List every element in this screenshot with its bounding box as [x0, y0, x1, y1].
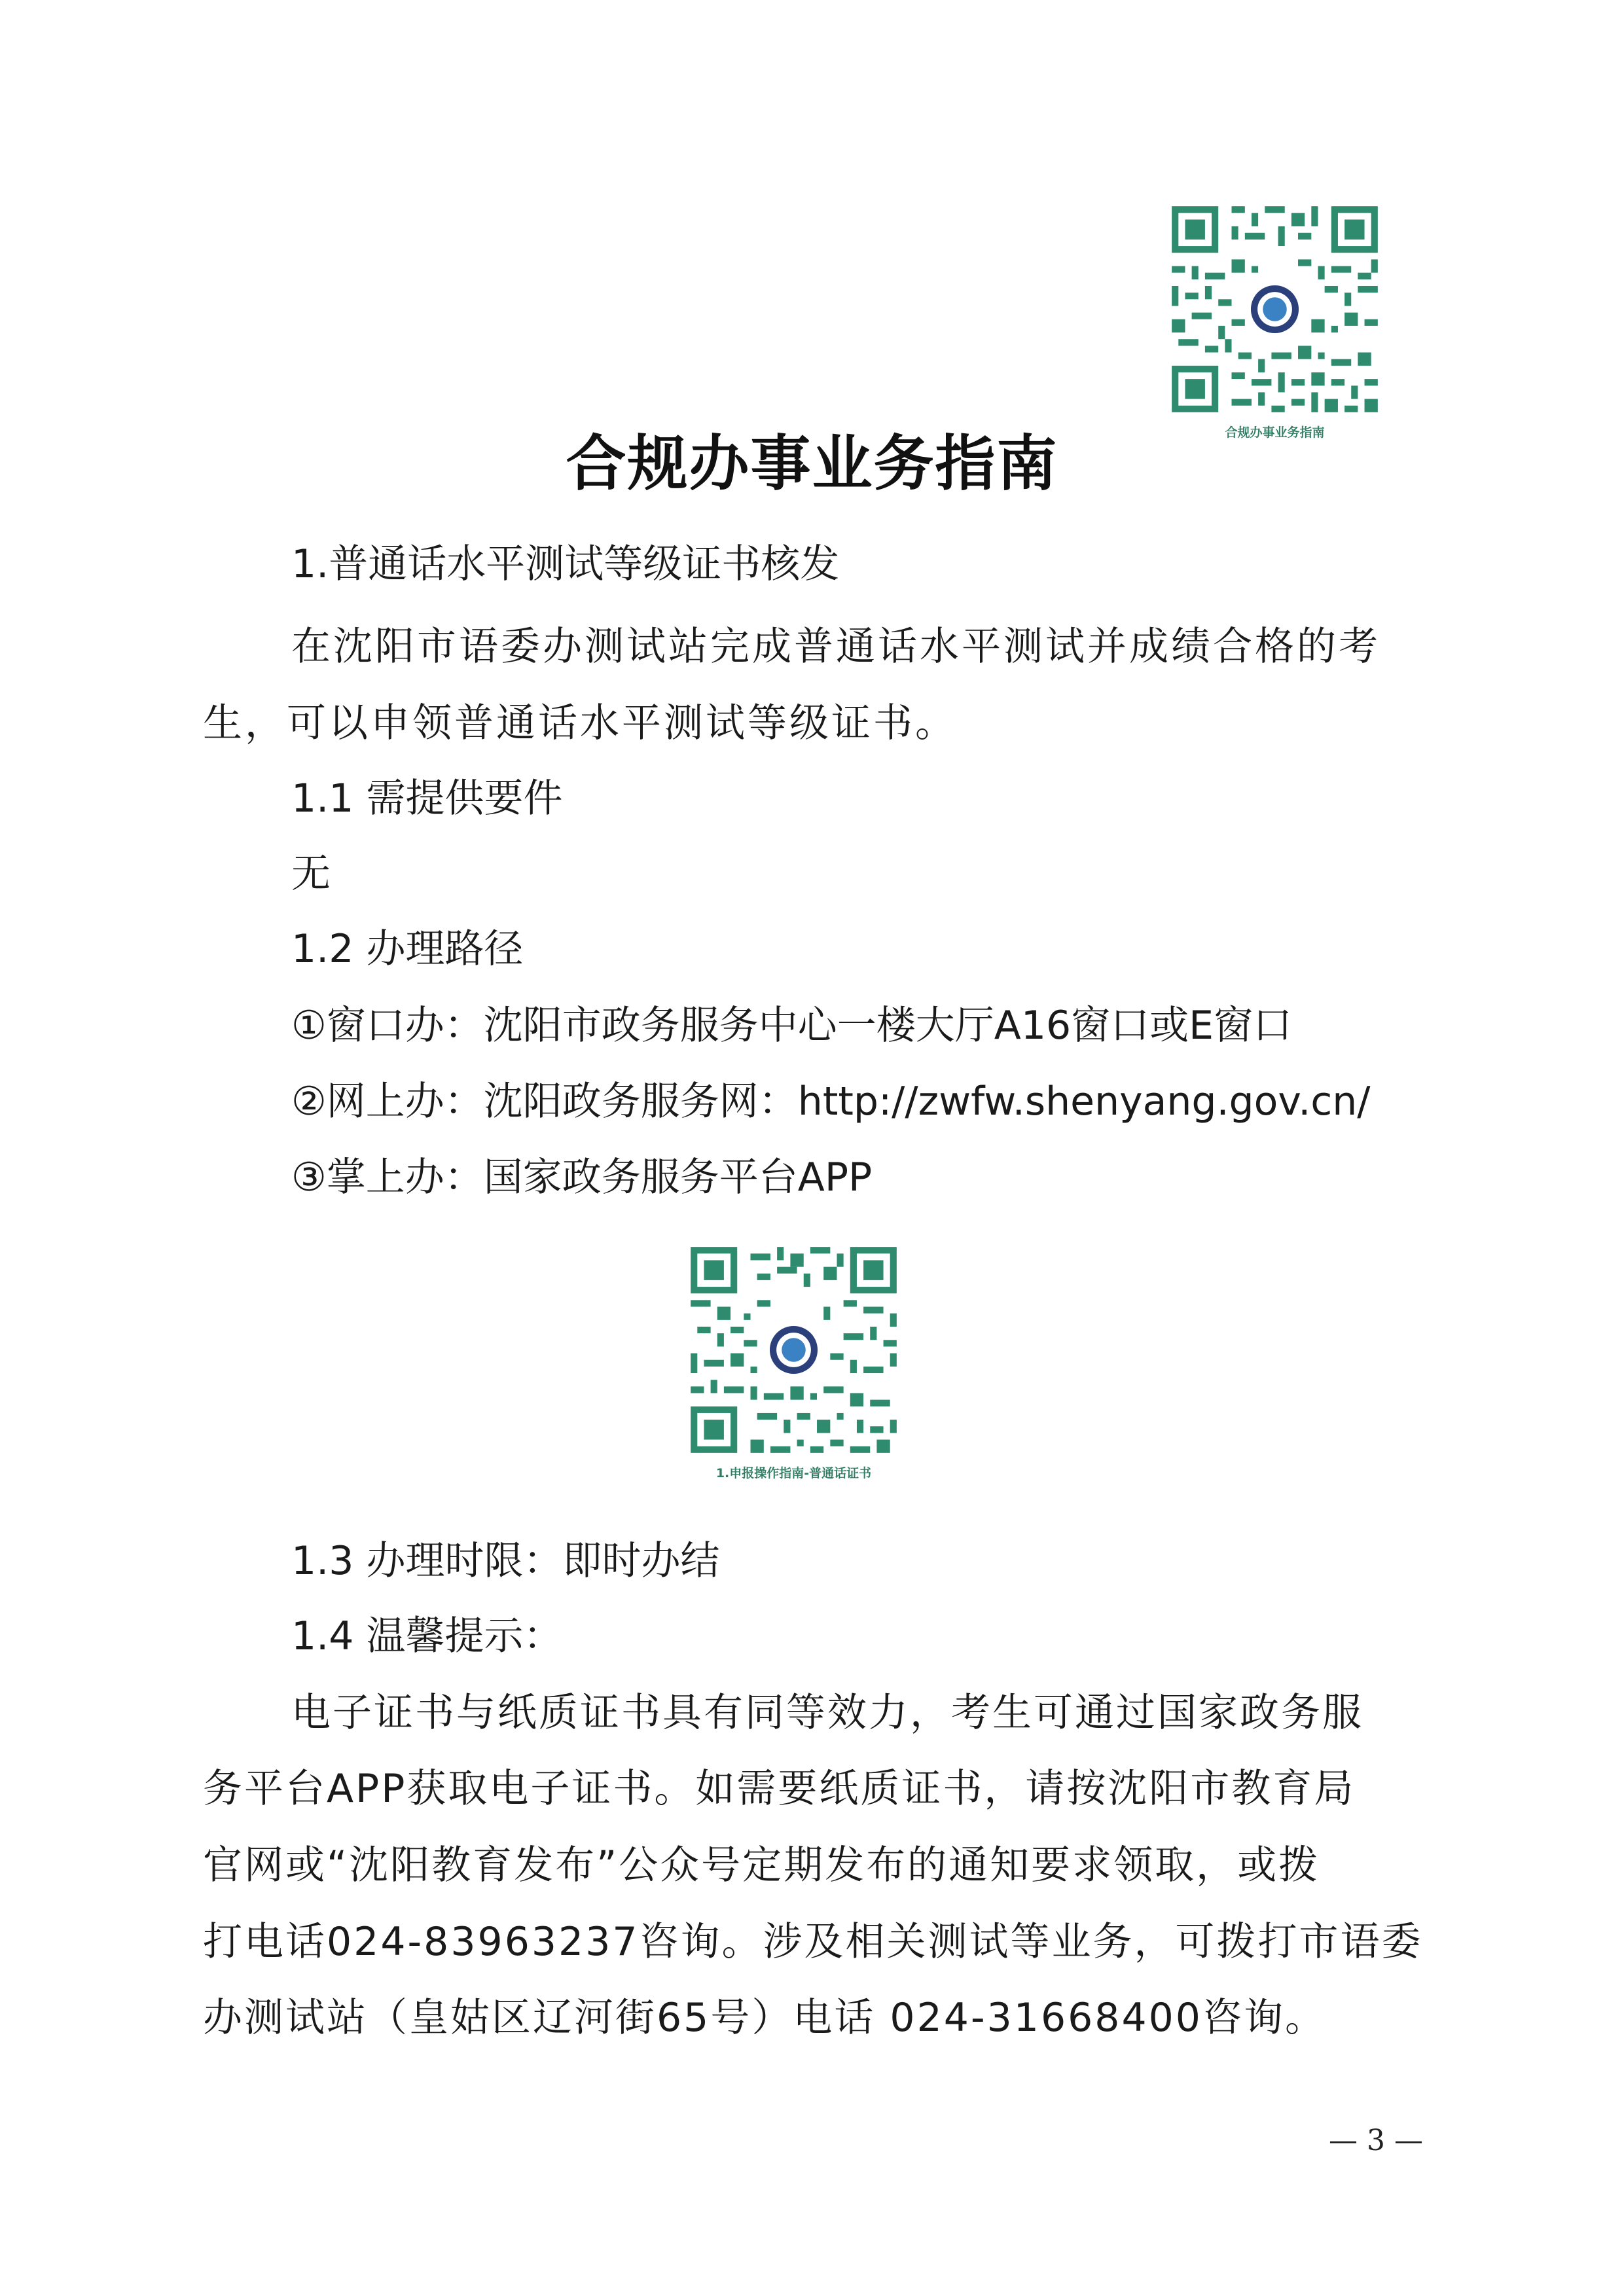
subsection-heading: 1.2 办理路径	[291, 926, 524, 972]
tip-text: 电子证书与纸质证书具有同等效力，考生可通过国家政务服	[291, 1690, 1363, 1736]
tip-text: 打电话024-83963237咨询。涉及相关测试等业务，可拨打市语委	[203, 1919, 1423, 1965]
qr-code-guide[interactable]	[1165, 200, 1384, 440]
subsection-heading: 1.3 办理时限：即时办结	[291, 1538, 720, 1584]
qr-caption: 1.申报操作指南-普通话证书	[715, 1466, 872, 1480]
path-item: ①窗口办：沈阳市政务服务中心一楼大厅A16窗口或E窗口	[291, 1003, 1293, 1049]
intro-text: 生，可以申领普通话水平测试等级证书。	[203, 700, 957, 746]
page-number: — 3 —	[1329, 2124, 1423, 2157]
tip-text: 官网或“沈阳教育发布”公众号定期发布的通知要求领取，或拨	[203, 1842, 1320, 1888]
qr-code-icon	[1165, 200, 1384, 419]
subsection-heading: 1.1 需提供要件	[291, 776, 563, 821]
requirements-text: 无	[291, 851, 331, 897]
subsection-heading: 1.4 温馨提示：	[291, 1613, 563, 1659]
qr-code-icon	[684, 1240, 903, 1460]
section-heading: 1.普通话水平测试等级证书核发	[291, 541, 840, 587]
tip-text: 办测试站（皇姑区辽河街65号）电话 024-31668400咨询。	[203, 1995, 1326, 2041]
page-title: 合规办事业务指南	[566, 428, 1058, 499]
intro-text: 在沈阳市语委办测试站完成普通话水平测试并成绩合格的考	[291, 624, 1380, 670]
qr-caption: 合规办事业务指南	[1225, 425, 1325, 440]
path-item: ③掌上办：国家政务服务平台APP	[291, 1155, 873, 1200]
qr-code-certificate[interactable]	[684, 1240, 903, 1481]
tip-text: 务平台APP获取电子证书。如需要纸质证书，请按沈阳市教育局	[203, 1766, 1356, 1812]
path-item[interactable]: ②网上办：沈阳政务服务网：http://zwfw.shenyang.gov.cn/	[291, 1079, 1371, 1124]
